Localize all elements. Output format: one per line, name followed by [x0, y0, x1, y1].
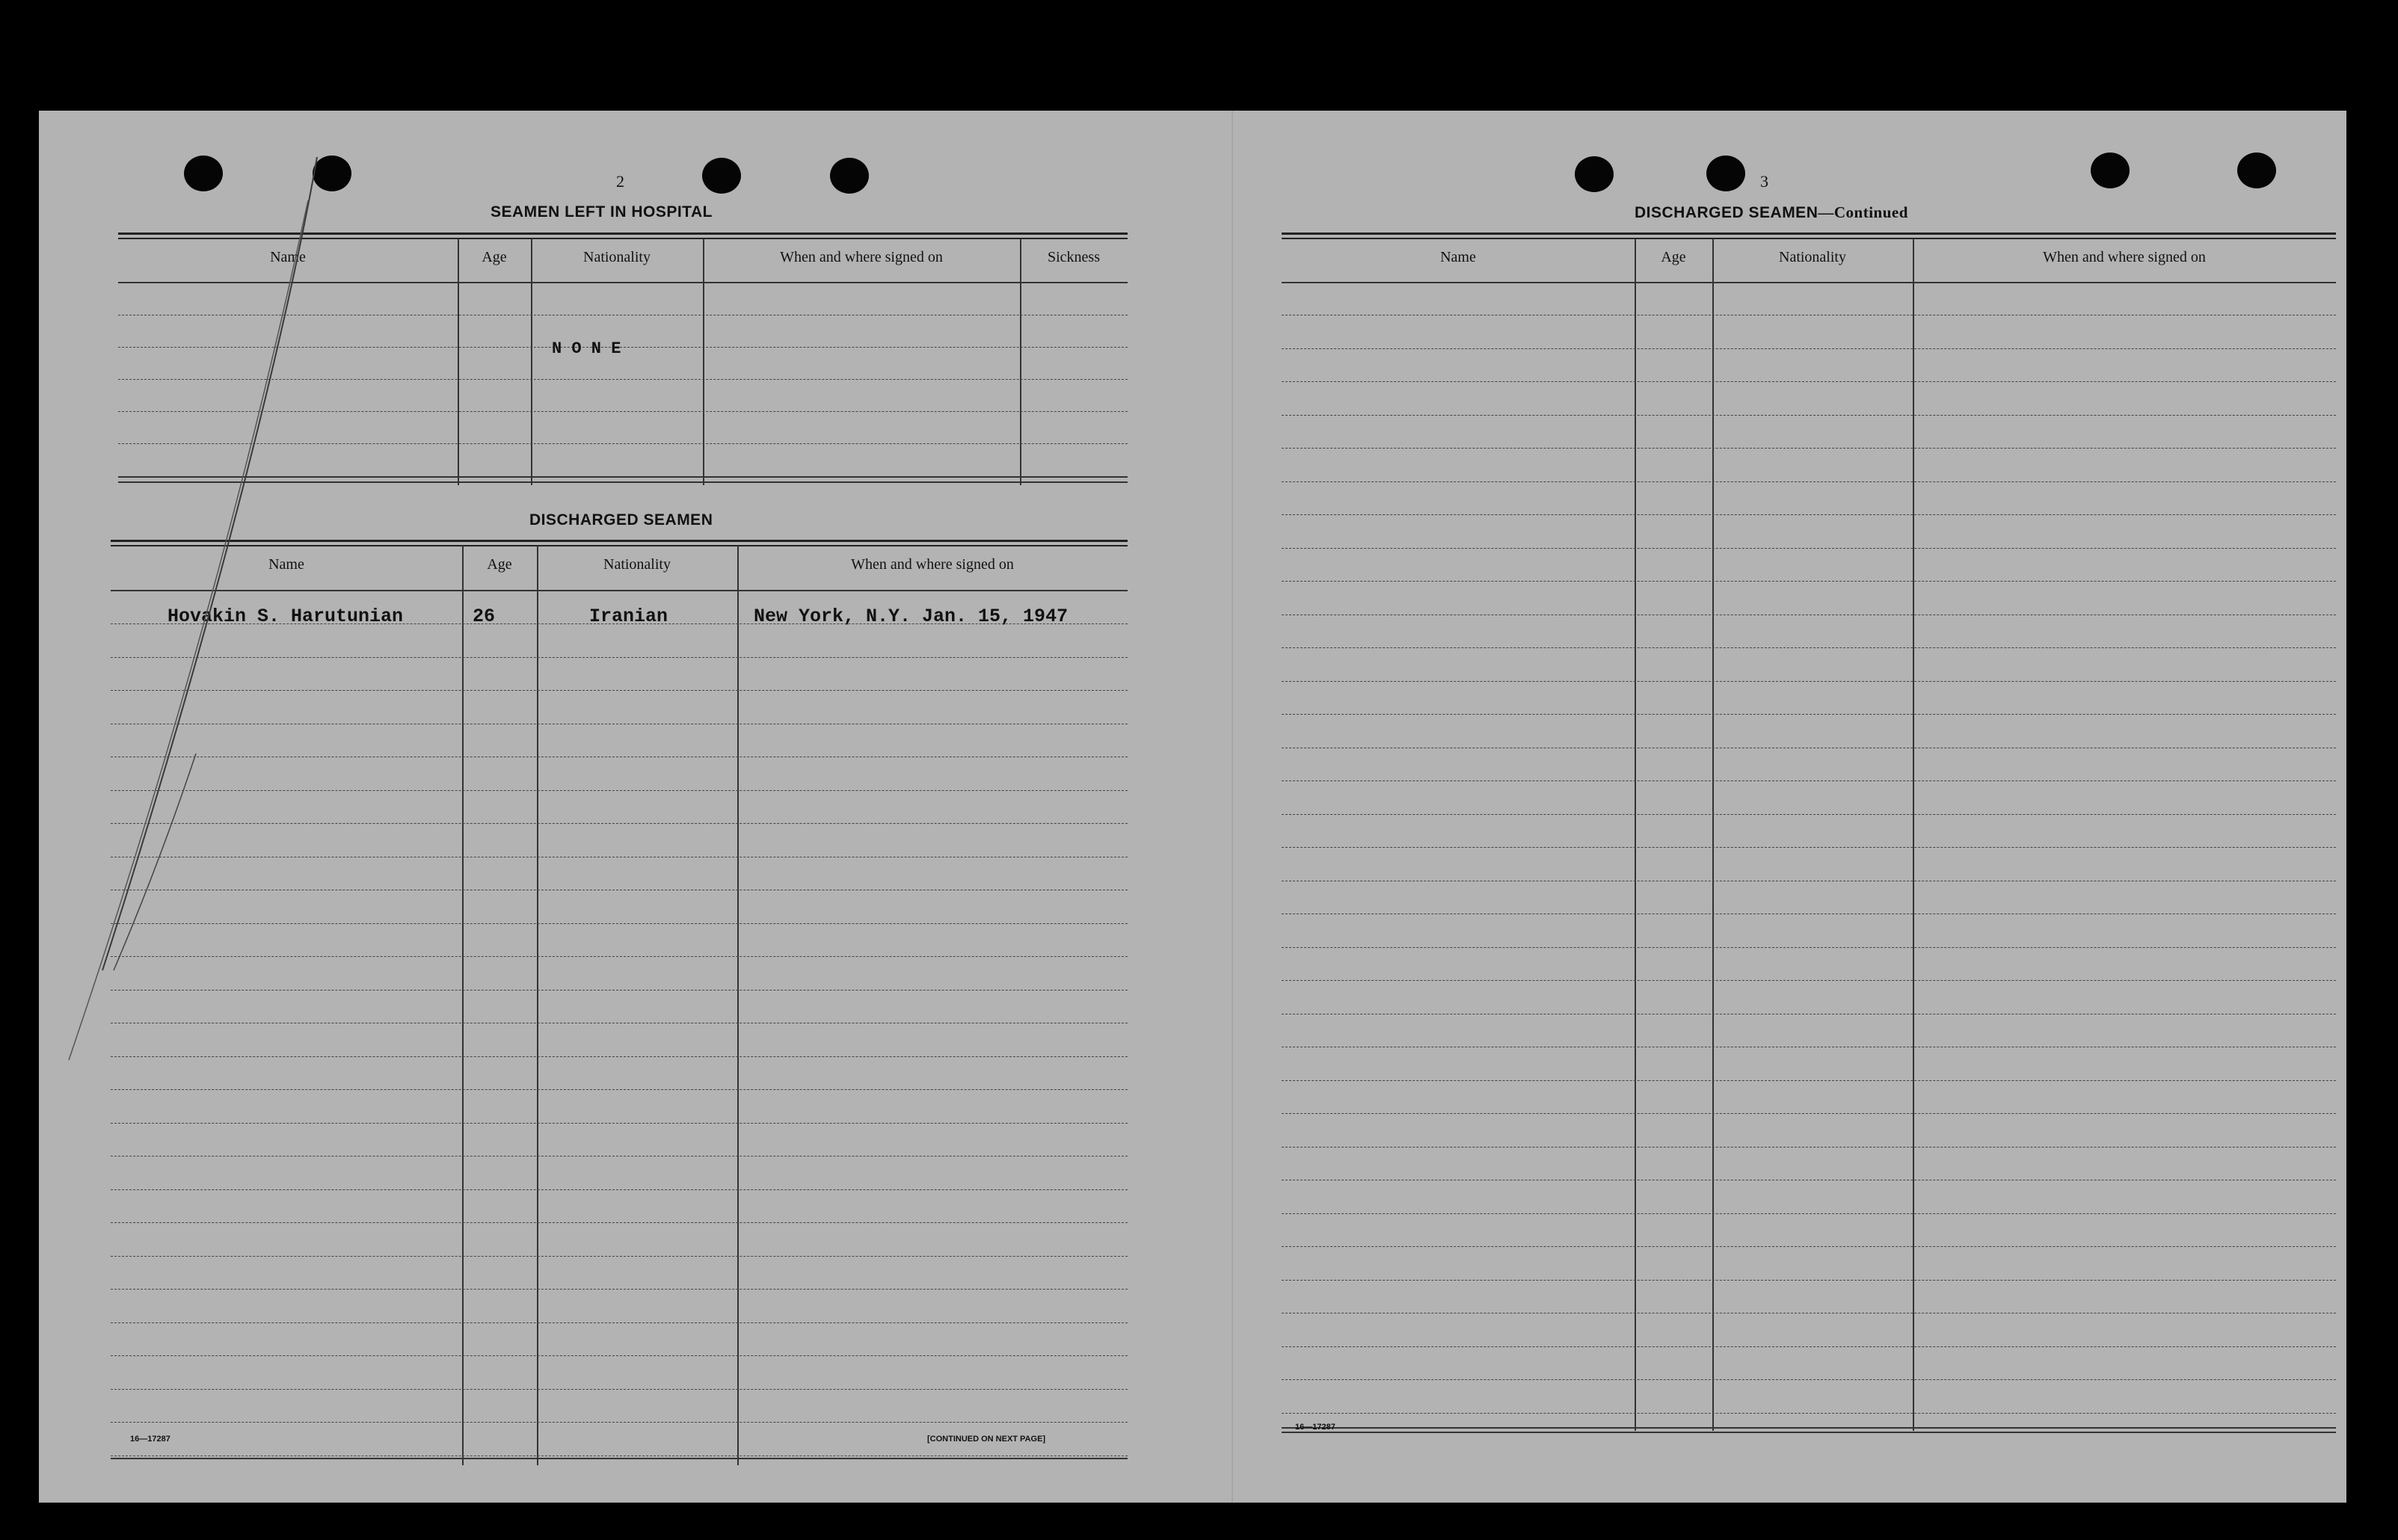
col-signed-on: When and where signed on [851, 556, 1014, 573]
form-number-left: 16—17287 [130, 1435, 170, 1444]
title-main: DISCHARGED SEAMEN [1635, 204, 1819, 221]
continued-note: [CONTINUED ON NEXT PAGE] [927, 1435, 1046, 1444]
title-suffix: —Continued [1818, 203, 1908, 221]
col-nationality: Nationality [1779, 249, 1846, 265]
col-age: Age [1661, 249, 1686, 265]
col-nationality: Nationality [603, 556, 671, 573]
col-nationality: Nationality [583, 249, 651, 265]
col-signed-on: When and where signed on [780, 249, 943, 265]
seaman-signed-on: New York, N.Y. Jan. 15, 1947 [754, 606, 1069, 627]
discharged-section-title: DISCHARGED SEAMEN [529, 511, 713, 529]
document-sheet [39, 111, 2346, 1503]
paper-crease-mark [39, 111, 2346, 1503]
col-sickness: Sickness [1048, 249, 1100, 265]
col-signed-on: When and where signed on [2043, 249, 2206, 265]
seaman-age: 26 [473, 606, 496, 627]
hospital-section-title: SEAMEN LEFT IN HOSPITAL [491, 203, 713, 221]
seaman-name: Hovakin S. Harutunian [167, 606, 404, 627]
col-name: Name [270, 249, 306, 265]
form-number-right: 16—17287 [1295, 1423, 1335, 1432]
col-name: Name [1440, 249, 1476, 265]
col-age: Age [487, 556, 512, 573]
page-number-left: 2 [616, 172, 624, 191]
col-name: Name [268, 556, 304, 573]
col-age: Age [482, 249, 507, 265]
page-number-right: 3 [1760, 172, 1768, 191]
seaman-nationality: Iranian [589, 606, 668, 627]
hospital-entry-none: N O N E [552, 339, 621, 358]
